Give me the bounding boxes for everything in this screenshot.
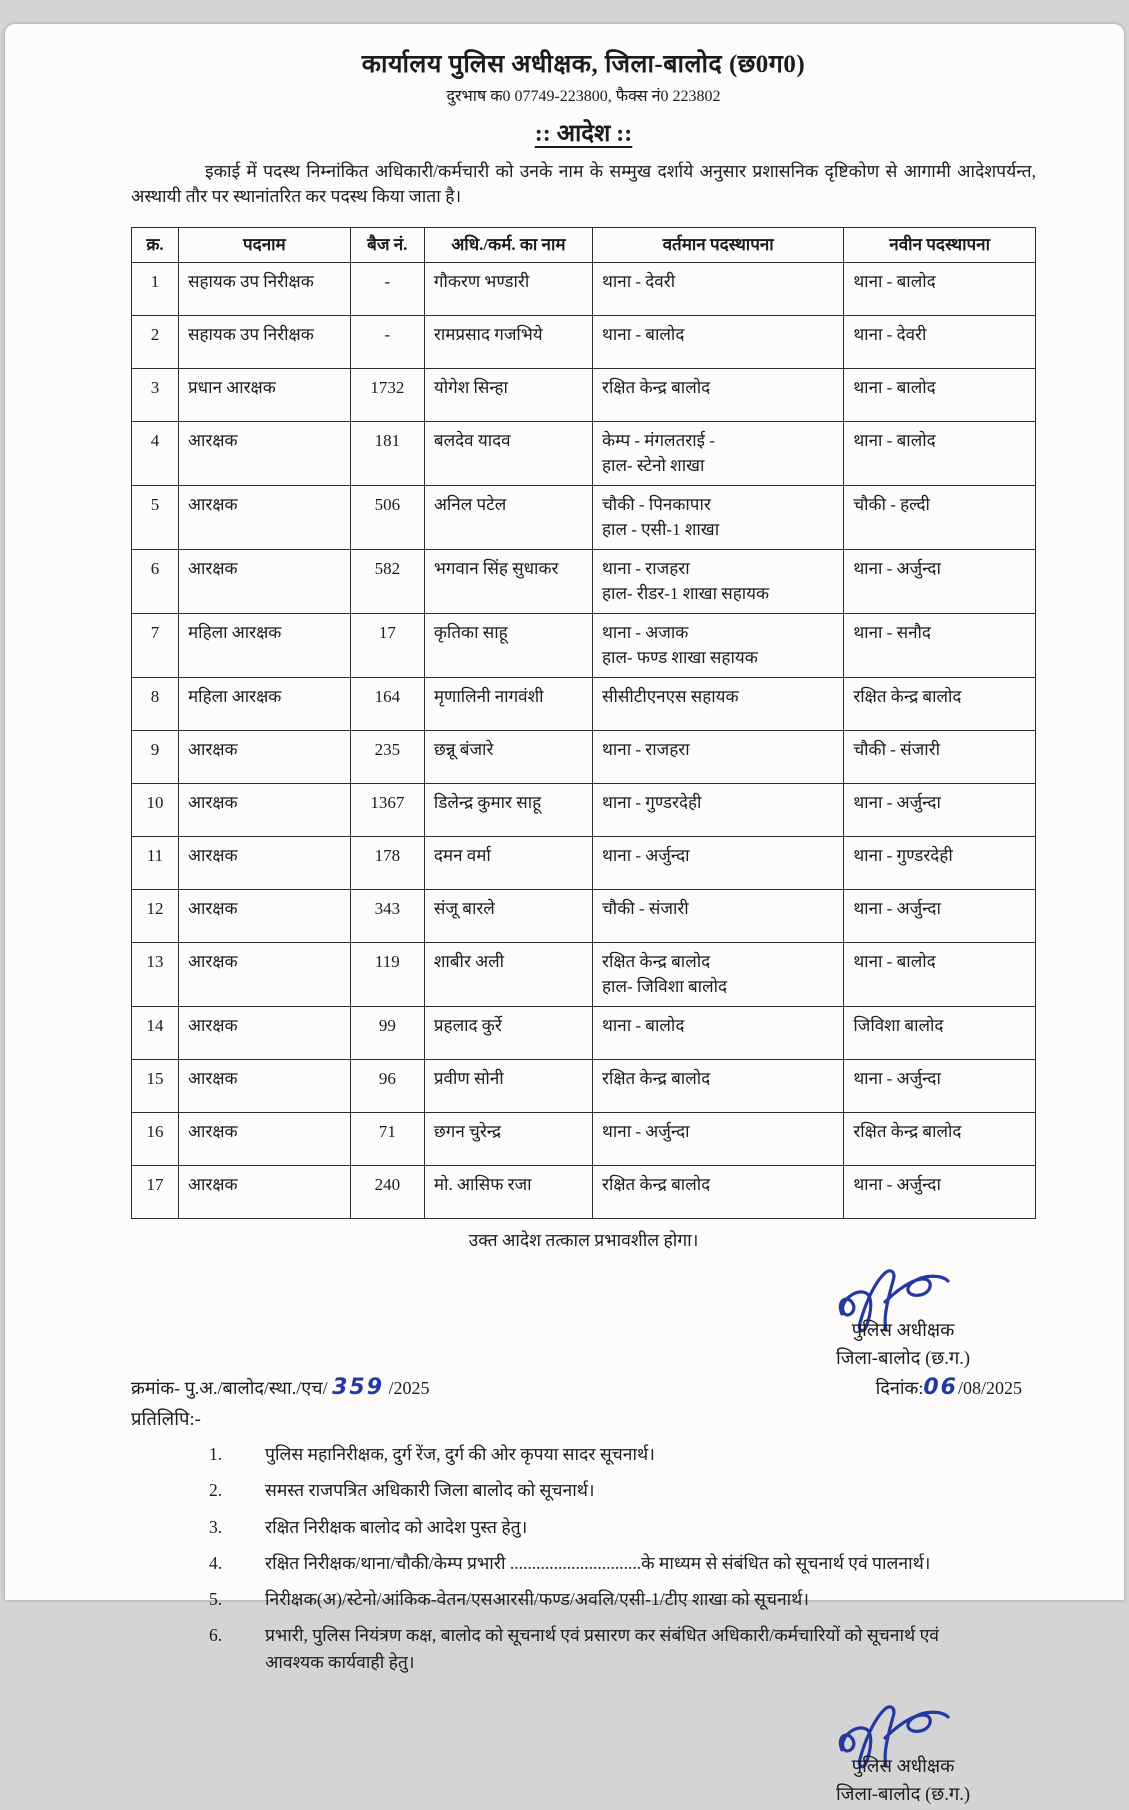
cell-serial: 14	[132, 1006, 179, 1059]
cell-current-posting	[593, 613, 844, 677]
cell-name: कृतिका साहू	[424, 613, 592, 677]
cell-badge: 240	[350, 1165, 424, 1218]
cell-name: प्रहलाद कुर्रे	[424, 1006, 592, 1059]
cell-designation: आरक्षक	[179, 549, 351, 613]
handwritten-order-number: 359	[332, 1375, 385, 1401]
cell-serial: 4	[132, 421, 179, 485]
cell-badge: 71	[350, 1112, 424, 1165]
cell-new-posting: चौकी - संजारी	[844, 730, 1036, 783]
cell-serial: 15	[132, 1059, 179, 1112]
cell-name: छगन चुरेन्द्र	[424, 1112, 592, 1165]
column-header: वर्तमान पदस्थापना	[593, 228, 844, 263]
posting-line: चौकी - पिनकापार	[602, 494, 711, 514]
cell-new-posting: थाना - बालोद	[844, 262, 1036, 315]
cell-badge: 99	[350, 1006, 424, 1059]
cell-current-posting	[593, 368, 844, 421]
copy-item	[209, 1477, 996, 1504]
copies-heading: प्रतिलिपि:-	[131, 1410, 201, 1431]
transfer-table-body	[132, 262, 1036, 1218]
posting-line: हाल- फण्ड शाखा सहायक	[602, 648, 758, 668]
cell-current-posting	[593, 1006, 844, 1059]
copy-item-number: 1.	[209, 1444, 223, 1465]
cell-serial: 3	[132, 368, 179, 421]
table-row	[132, 1112, 1036, 1165]
cell-current-posting	[593, 262, 844, 315]
copy-item-text: रक्षित निरीक्षक बालोद को आदेश पुस्त हेतु।	[265, 1516, 528, 1537]
posting-line: केम्प - मंगलतराई -	[602, 430, 715, 450]
cell-designation: आरक्षक	[179, 1165, 351, 1218]
cell-badge: 343	[350, 889, 424, 942]
table-row	[132, 368, 1036, 421]
transfer-table-header-row	[132, 228, 1036, 263]
table-row	[132, 1165, 1036, 1218]
copy-item-text: पुलिस महानिरीक्षक, दुर्ग रेंज, दुर्ग की ओर कृपया सादर सूचनार्थ।	[265, 1444, 655, 1465]
cell-serial: 12	[132, 889, 179, 942]
column-header: बैज नं.	[350, 228, 424, 263]
cell-designation: आरक्षक	[179, 836, 351, 889]
cell-current-posting	[593, 421, 844, 485]
cell-name: अनिल पटेल	[424, 485, 592, 549]
signatory-district: जिला-बालोद (छ.ग.)	[835, 1784, 971, 1805]
cell-badge: 96	[350, 1059, 424, 1112]
table-row	[132, 677, 1036, 730]
cell-designation: आरक्षक	[179, 1006, 351, 1059]
cell-new-posting: थाना - बालोद	[844, 942, 1036, 1006]
cell-designation: आरक्षक	[179, 942, 351, 1006]
posting-line: थाना - अर्जुन्दा	[602, 1121, 690, 1141]
document-header	[131, 46, 1036, 149]
cell-serial: 17	[132, 1165, 179, 1218]
copy-item-number: 5.	[209, 1588, 223, 1609]
date-rest: /08/2025	[957, 1378, 1022, 1399]
cell-badge: 119	[350, 942, 424, 1006]
posting-line: रक्षित केन्द्र बालोद	[602, 1068, 711, 1088]
cell-badge: 1732	[350, 368, 424, 421]
cell-name: प्रवीण सोनी	[424, 1059, 592, 1112]
column-header: नवीन पदस्थापना	[844, 228, 1036, 263]
cell-name: रामप्रसाद गजभिये	[424, 315, 592, 368]
cell-badge: 1367	[350, 783, 424, 836]
contact-line: दुरभाष क0 07749-223800, फैक्स नं0 223802	[446, 88, 721, 105]
table-row	[132, 315, 1036, 368]
cell-current-posting	[593, 315, 844, 368]
copy-item-text: रक्षित निरीक्षक/थाना/चौकी/केम्प प्रभारी ..............................के माध्यम से संबंधित को सूचनार्थ एवं पालनार्थ।	[265, 1552, 931, 1573]
table-row	[132, 549, 1036, 613]
cell-current-posting	[593, 836, 844, 889]
cell-designation: आरक्षक	[179, 889, 351, 942]
date-label: दिनांक:	[875, 1378, 924, 1399]
table-row	[132, 889, 1036, 942]
signatory-designation: पुलिस अधीक्षक	[851, 1757, 955, 1778]
cell-designation: महिला आरक्षक	[179, 613, 351, 677]
cell-designation: सहायक उप निरीक्षक	[179, 315, 351, 368]
cell-new-posting: थाना - गुण्डरदेही	[844, 836, 1036, 889]
cell-badge: 506	[350, 485, 424, 549]
cell-serial: 2	[132, 315, 179, 368]
cell-current-posting	[593, 677, 844, 730]
cell-current-posting	[593, 783, 844, 836]
cell-name: योगेश सिन्हा	[424, 368, 592, 421]
column-header: पदनाम	[179, 228, 351, 263]
order-heading: :: आदेश ::	[534, 121, 633, 147]
reference-number-line	[131, 1375, 430, 1400]
table-row	[132, 836, 1036, 889]
cell-badge: -	[350, 262, 424, 315]
posting-line: रक्षित केन्द्र बालोद	[602, 951, 711, 971]
cell-name: दमन वर्मा	[424, 836, 592, 889]
reference-prefix: क्रमांक- पु.अ./बालोद/स्था./एच/	[131, 1378, 328, 1399]
cell-designation: आरक्षक	[179, 730, 351, 783]
cell-new-posting: थाना - अर्जुन्दा	[844, 549, 1036, 613]
cell-designation: आरक्षक	[179, 485, 351, 549]
cell-name: भगवान सिंह सुधाकर	[424, 549, 592, 613]
intro-paragraph: इकाई में पदस्थ निम्नांकित अधिकारी/कर्मचारी को उनके नाम के सम्मुख दर्शाये अनुसार प्रशासनिक दृष्टिकोण से आगामी आदेशपर्यन्त, अस्थायी तौर पर स्थानांतरित कर पदस्थ किया जाता है।	[131, 161, 1036, 207]
posting-line: थाना - देवरी	[602, 271, 676, 291]
posting-line: थाना - राजहरा	[602, 739, 690, 759]
cell-serial: 13	[132, 942, 179, 1006]
copies-list	[131, 1441, 1036, 1676]
cell-designation: महिला आरक्षक	[179, 677, 351, 730]
posting-line: चौकी - संजारी	[602, 898, 689, 918]
cell-name: बलदेव यादव	[424, 421, 592, 485]
cell-badge: 235	[350, 730, 424, 783]
handwritten-date-day: 06	[923, 1375, 958, 1401]
cell-new-posting: जिविशा बालोद	[844, 1006, 1036, 1059]
signature-block-bottom	[788, 1702, 1018, 1810]
copy-item-text: प्रभारी, पुलिस नियंत्रण कक्ष, बालोद को सूचनार्थ एवं प्रसारण कर संबंधित अधिकारी/कर्मचारियों को सूचनार्थ एवं आवश्यक कार्यवाही हेतु।	[265, 1624, 939, 1672]
cell-name: संजू बारले	[424, 889, 592, 942]
copy-item-number: 3.	[209, 1516, 223, 1537]
cell-designation: प्रधान आरक्षक	[179, 368, 351, 421]
cell-name: छन्नू बंजारे	[424, 730, 592, 783]
cell-serial: 8	[132, 677, 179, 730]
posting-line: हाल- जिविशा बालोद	[602, 977, 728, 997]
reference-row	[131, 1375, 1036, 1400]
table-row	[132, 730, 1036, 783]
transfer-table	[131, 227, 1036, 1219]
cell-current-posting	[593, 1165, 844, 1218]
table-row	[132, 485, 1036, 549]
cell-new-posting: थाना - अर्जुन्दा	[844, 783, 1036, 836]
cell-badge: -	[350, 315, 424, 368]
copy-item	[209, 1622, 996, 1676]
cell-designation: आरक्षक	[179, 421, 351, 485]
copy-item-text: निरीक्षक(अ)/स्टेनो/आंकिक-वेतन/एसआरसी/फण्ड/अवलि/एसी-1/टीए शाखा को सूचनार्थ।	[265, 1588, 810, 1609]
posting-line: सीसीटीएनएस सहायक	[602, 686, 739, 706]
cell-serial: 9	[132, 730, 179, 783]
posting-line: रक्षित केन्द्र बालोद	[602, 1174, 711, 1194]
cell-new-posting: रक्षित केन्द्र बालोद	[844, 677, 1036, 730]
cell-new-posting: थाना - बालोद	[844, 368, 1036, 421]
cell-name: मो. आसिफ रजा	[424, 1165, 592, 1218]
cell-serial: 1	[132, 262, 179, 315]
posting-line: थाना - गुण्डरदेही	[602, 792, 702, 812]
posting-line: हाल- रीडर-1 शाखा सहायक	[602, 584, 770, 604]
copy-item	[209, 1550, 996, 1577]
cell-serial: 6	[132, 549, 179, 613]
cell-designation: आरक्षक	[179, 1112, 351, 1165]
cell-new-posting: रक्षित केन्द्र बालोद	[844, 1112, 1036, 1165]
signature-block-top	[788, 1266, 1018, 1374]
reference-suffix: /2025	[388, 1378, 430, 1399]
effective-note: उक्त आदेश तत्काल प्रभावशील होगा।	[468, 1229, 699, 1250]
office-title: कार्यालय पुलिस अधीक्षक, जिला-बालोद (छ0ग0)	[361, 51, 806, 78]
cell-serial: 11	[132, 836, 179, 889]
cell-new-posting: थाना - अर्जुन्दा	[844, 889, 1036, 942]
cell-new-posting: थाना - अर्जुन्दा	[844, 1165, 1036, 1218]
table-row	[132, 613, 1036, 677]
copy-item-number: 6.	[209, 1624, 223, 1645]
copy-item-number: 4.	[209, 1552, 223, 1573]
cell-new-posting: थाना - देवरी	[844, 315, 1036, 368]
posting-line: हाल - एसी-1 शाखा	[602, 520, 720, 540]
cell-name: शाबीर अली	[424, 942, 592, 1006]
cell-serial: 10	[132, 783, 179, 836]
cell-current-posting	[593, 889, 844, 942]
cell-new-posting: थाना - सनौद	[844, 613, 1036, 677]
table-row	[132, 1006, 1036, 1059]
cell-designation: आरक्षक	[179, 783, 351, 836]
cell-designation: आरक्षक	[179, 1059, 351, 1112]
copy-item-number: 2.	[209, 1480, 223, 1501]
cell-badge: 178	[350, 836, 424, 889]
cell-new-posting: थाना - बालोद	[844, 421, 1036, 485]
signatory-designation: पुलिस अधीक्षक	[851, 1320, 955, 1341]
table-row	[132, 1059, 1036, 1112]
posting-line: हाल- स्टेनो शाखा	[602, 456, 705, 476]
cell-current-posting	[593, 549, 844, 613]
cell-name: मृणालिनी नागवंशी	[424, 677, 592, 730]
cell-new-posting: थाना - अर्जुन्दा	[844, 1059, 1036, 1112]
cell-current-posting	[593, 942, 844, 1006]
cell-serial: 7	[132, 613, 179, 677]
posting-line: थाना - अर्जुन्दा	[602, 845, 690, 865]
cell-new-posting: चौकी - हल्दी	[844, 485, 1036, 549]
posting-line: थाना - बालोद	[602, 1015, 685, 1035]
cell-serial: 5	[132, 485, 179, 549]
cell-badge: 582	[350, 549, 424, 613]
copy-item	[209, 1514, 996, 1541]
posting-line: रक्षित केन्द्र बालोद	[602, 377, 711, 397]
table-row	[132, 262, 1036, 315]
cell-badge: 17	[350, 613, 424, 677]
cell-current-posting	[593, 730, 844, 783]
copy-item-text: समस्त राजपत्रित अधिकारी जिला बालोद को सूचनार्थ।	[265, 1480, 595, 1501]
posting-line: थाना - राजहरा	[602, 558, 690, 578]
cell-designation: सहायक उप निरीक्षक	[179, 262, 351, 315]
scanned-document-page	[5, 24, 1124, 1805]
cell-serial: 16	[132, 1112, 179, 1165]
copy-item	[209, 1586, 996, 1613]
cell-badge: 164	[350, 677, 424, 730]
cell-name: डिलेन्द्र कुमार साहू	[424, 783, 592, 836]
cell-current-posting	[593, 485, 844, 549]
column-header: क्र.	[132, 228, 179, 263]
copy-item	[209, 1441, 996, 1468]
cell-name: गौकरण भण्डारी	[424, 262, 592, 315]
posting-line: थाना - अजाक	[602, 622, 689, 642]
posting-line: थाना - बालोद	[602, 324, 685, 344]
date-line	[876, 1375, 1022, 1400]
column-header: अधि./कर्म. का नाम	[424, 228, 592, 263]
table-row	[132, 942, 1036, 1006]
table-row	[132, 783, 1036, 836]
cell-badge: 181	[350, 421, 424, 485]
cell-current-posting	[593, 1059, 844, 1112]
cell-current-posting	[593, 1112, 844, 1165]
table-row	[132, 421, 1036, 485]
signatory-district: जिला-बालोद (छ.ग.)	[835, 1348, 971, 1369]
